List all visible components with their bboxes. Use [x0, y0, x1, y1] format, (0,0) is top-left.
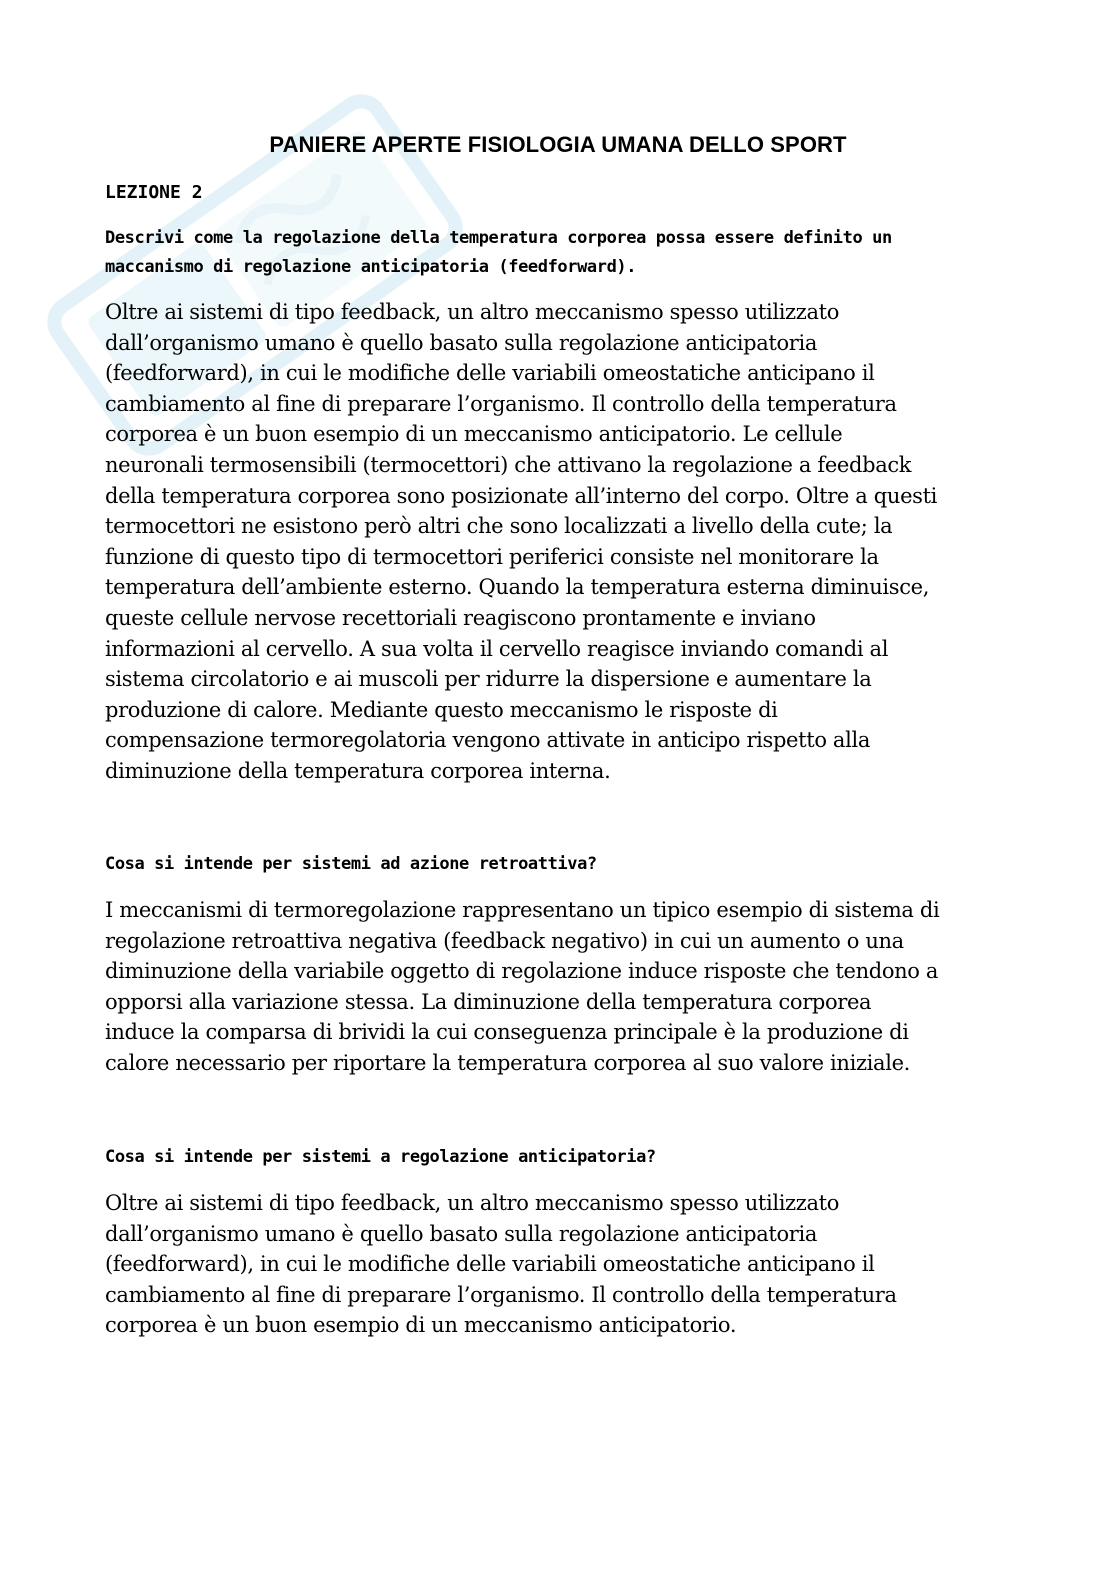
answer-line: cambiamento al fine di preparare l’organismo. Il controllo della temperatura — [105, 391, 897, 416]
answer-line: temperatura dell’ambiente esterno. Quando la temperatura esterna diminuisce, — [105, 575, 930, 600]
answer-line: Oltre ai sistemi di tipo feedback, un altro meccanismo spesso utilizzato — [105, 300, 840, 324]
question-2 — [105, 850, 1005, 879]
answer-line: diminuzione della temperatura corporea interna. — [105, 758, 611, 783]
answer-line: diminuzione della variabile oggetto di regolazione induce risposte che tendono a — [105, 959, 939, 984]
document-title: PANIERE APERTE FISIOLOGIA UMANA DELLO SPORT — [269, 132, 847, 157]
answer-line: neuronali termosensibili (termocettori) che attivano la regolazione a feedback — [105, 452, 912, 477]
answer-line: sistema circolatorio e ai muscoli per ridurre la dispersione e aumentare la — [105, 667, 872, 692]
answer-line: termocettori ne esistono però altri che sono localizzati a livello della cute; la — [105, 514, 893, 539]
answer-line: I meccanismi di termoregolazione rappresentano un tipico esempio di sistema di — [105, 898, 940, 922]
answer-line: queste cellule nervose recettoriali reagiscono prontamente e inviano — [105, 605, 816, 630]
answer-line: cambiamento al fine di preparare l’organismo. Il controllo della temperatura — [105, 1282, 897, 1307]
answer-line: dall’organismo umano è quello basato sulla regolazione anticipatoria — [105, 330, 818, 355]
answer-line: Oltre ai sistemi di tipo feedback, un altro meccanismo spesso utilizzato — [105, 1191, 840, 1215]
answer-line: produzione di calore. Mediante questo meccanismo le risposte di — [105, 697, 778, 722]
answer-line: della temperatura corporea sono posizionate all’interno del corpo. Oltre a questi — [105, 483, 938, 508]
answer-line: corporea è un buon esempio di un meccanismo anticipatorio. Le cellule — [105, 422, 843, 447]
question-line: Descrivi come la regolazione della temperatura corporea possa essere definito un — [105, 228, 892, 248]
answer-2 — [105, 895, 1015, 1079]
answer-line: corporea è un buon esempio di un meccanismo anticipatorio. — [105, 1313, 737, 1338]
answer-line: (feedforward), in cui le modifiche delle variabili omeostatiche anticipano il — [105, 1252, 875, 1277]
answer-line: compensazione termoregolatoria vengono attivate in anticipo rispetto alla — [105, 728, 871, 753]
answer-line: dall’organismo umano è quello basato sulla regolazione anticipatoria — [105, 1221, 818, 1246]
question-line: Cosa si intende per sistemi a regolazione anticipatoria? — [105, 1147, 656, 1167]
answer-line: regolazione retroattiva negativa (feedback negativo) in cui un aumento o una — [105, 928, 904, 953]
answer-1 — [105, 297, 1015, 787]
answer-3 — [105, 1188, 1015, 1341]
question-line: Cosa si intende per sistemi ad azione retroattiva? — [105, 854, 597, 874]
question-3 — [105, 1143, 1005, 1172]
lesson-heading: LEZIONE 2 — [105, 182, 203, 203]
answer-line: funzione di questo tipo di termocettori periferici consiste nel monitorare la — [105, 544, 879, 569]
answer-line: calore necessario per riportare la temperatura corporea al suo valore iniziale. — [105, 1050, 910, 1075]
question-1 — [105, 224, 1005, 282]
answer-line: (feedforward), in cui le modifiche delle variabili omeostatiche anticipano il — [105, 361, 875, 386]
answer-line: informazioni al cervello. A sua volta il cervello reagisce inviando comandi al — [105, 636, 889, 661]
answer-line: induce la comparsa di brividi la cui conseguenza principale è la produzione di — [105, 1020, 909, 1045]
answer-line: opporsi alla variazione stessa. La diminuzione della temperatura corporea — [105, 989, 872, 1014]
question-line: maccanismo di regolazione anticipatoria (feedforward). — [105, 257, 637, 277]
